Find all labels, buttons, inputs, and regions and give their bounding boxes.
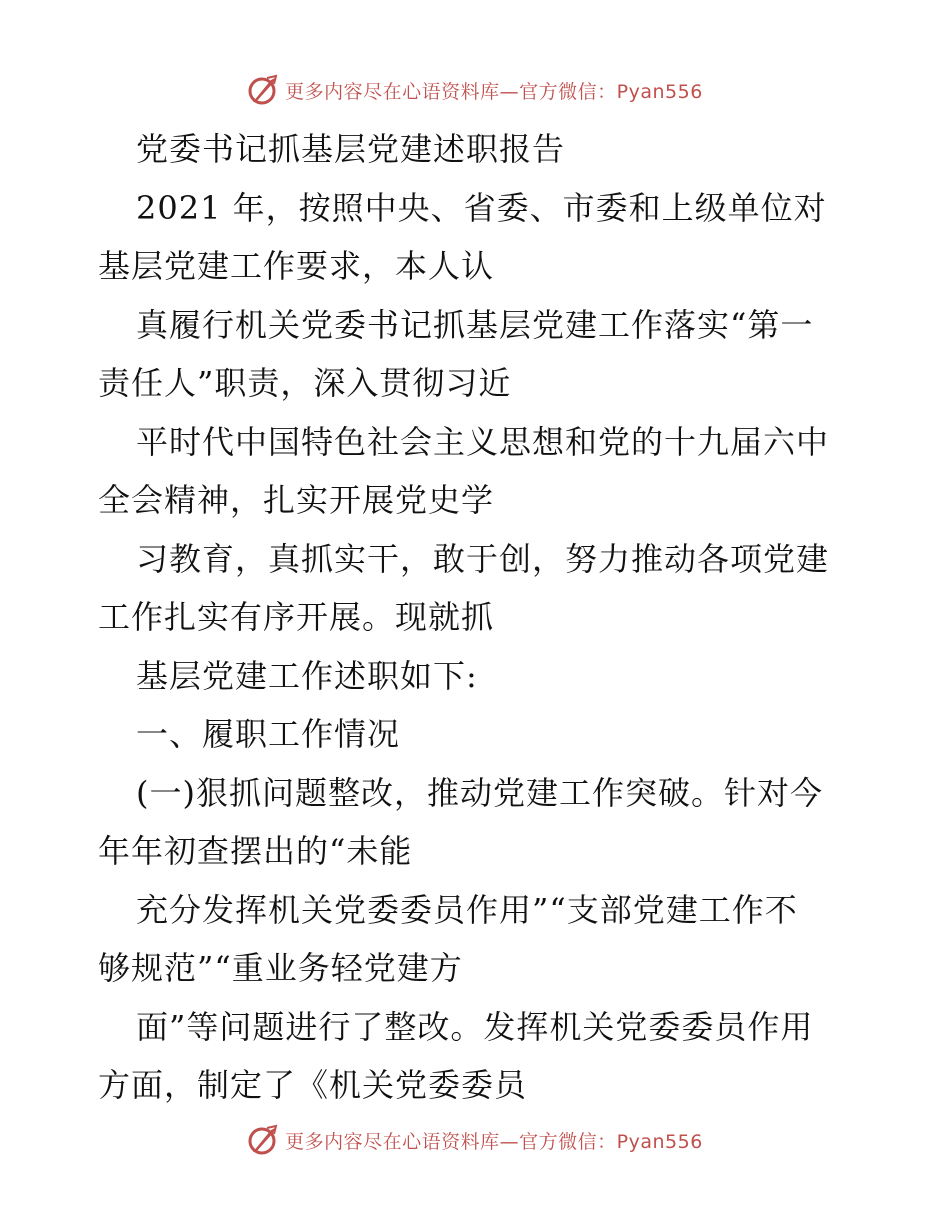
paragraph-line: 真履行机关党委书记抓基层党建工作落实“第一 bbox=[136, 305, 814, 344]
paragraph-line: 习教育，真抓实干，敢于创，努力推动各项党建 bbox=[136, 539, 830, 578]
paragraph-line: 2021 年，按照中央、省委、市委和上级单位对 bbox=[136, 188, 827, 227]
section-heading: 一、履职工作情况 bbox=[136, 715, 401, 753]
paragraph-line: 年年初查摆出的“未能 bbox=[98, 832, 413, 870]
paragraph-line: 平时代中国特色社会主义思想和党的十九届六中 bbox=[136, 422, 830, 461]
paragraph-line: 方面，制定了《机关党委委员 bbox=[98, 1066, 528, 1104]
paragraph-line: 充分发挥机关党委委员作用”“支部党建工作不 bbox=[136, 890, 798, 929]
paragraph-line: 责任人”职责，深入贯彻习近 bbox=[98, 364, 512, 402]
paragraph-line: 够规范”“重业务轻党建方 bbox=[98, 949, 463, 987]
quill-pen-circle-icon bbox=[247, 1124, 279, 1156]
document-body bbox=[98, 120, 858, 1115]
header-banner bbox=[0, 70, 950, 110]
paragraph-line: 面”等问题进行了整改。发挥机关党委委员作用 bbox=[136, 1007, 814, 1046]
header-banner-text: 更多内容尽在心语资料库—官方微信：Pyan556 bbox=[285, 80, 703, 103]
footer-banner-text: 更多内容尽在心语资料库—官方微信：Pyan556 bbox=[285, 1130, 703, 1153]
quill-pen-circle-icon bbox=[247, 74, 279, 106]
paragraph-line: 工作扎实有序开展。现就抓 bbox=[98, 598, 495, 636]
paragraph-line: 基层党建工作述职如下: bbox=[136, 656, 478, 695]
footer-banner bbox=[0, 1120, 950, 1160]
paragraph-line: 全会精神，扎实开展党史学 bbox=[98, 481, 495, 519]
paragraph-line: (一)狠抓问题整改，推动党建工作突破。针对今 bbox=[136, 773, 823, 812]
document-title: 党委书记抓基层党建述职报告 bbox=[136, 130, 566, 168]
paragraph-line: 基层党建工作要求，本人认 bbox=[98, 247, 495, 285]
